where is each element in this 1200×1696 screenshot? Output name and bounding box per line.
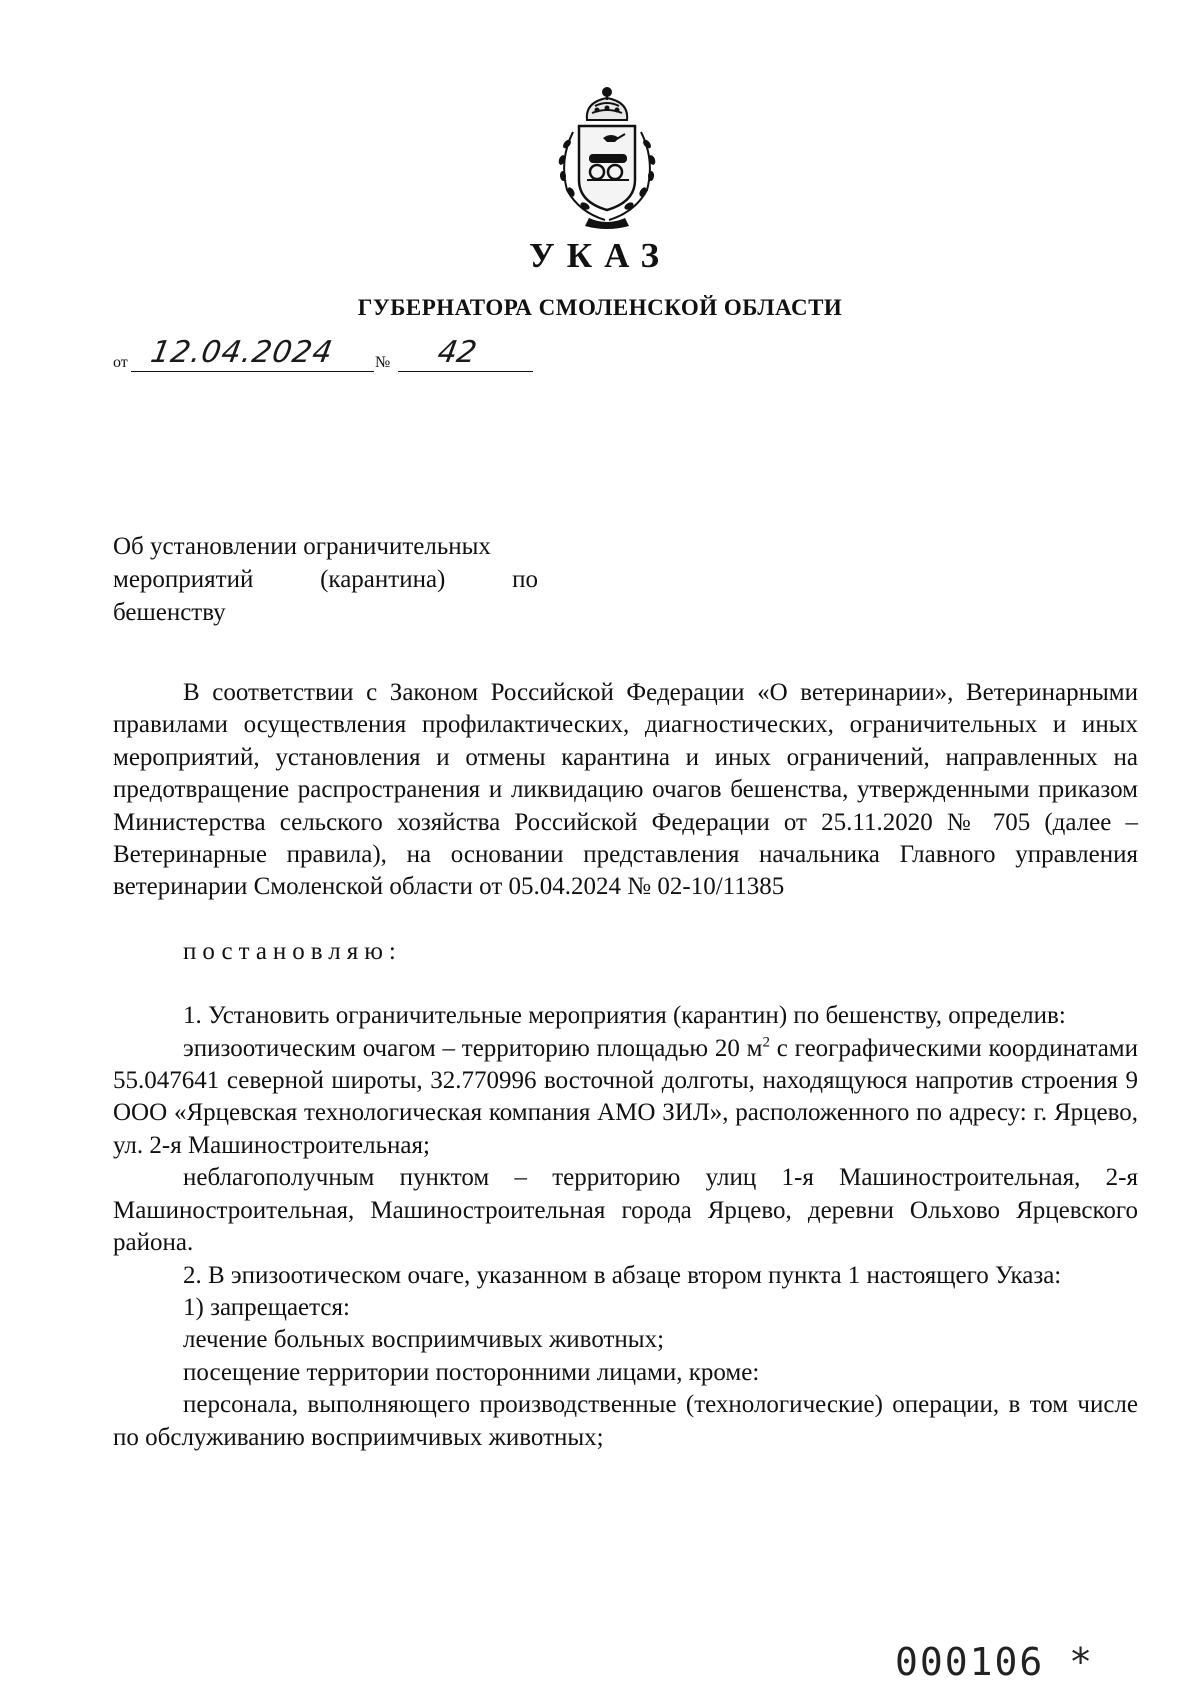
smolensk-coat-of-arms-icon: [545, 80, 670, 230]
subject-line: Об установлении ограничительных: [113, 533, 491, 560]
item-2-1-a-paragraph: лечение больных восприимчивых животных;: [183, 1326, 665, 1354]
handwritten-date: 12.04.2024: [147, 335, 336, 370]
item-2-paragraph: 2. В эпизоотическом очаге, указанном в абзаце втором пункта 1 настоящего Указа:: [183, 1261, 1062, 1289]
item-1-paragraph: 1. Установить ограничительные мероприятия (карантин) по бешенству, определив:: [183, 1002, 1066, 1030]
decree-word: постановляю:: [183, 937, 402, 965]
document-subject: [113, 530, 538, 629]
number-label: №: [375, 354, 391, 371]
item-1-unfavorable-point: неблагополучным пунктом – территорию улиц 1-я Машиностроительная, 2-я Машиностроительная, Машиностроительная города Ярцево, деревни Ольхово Ярцевского района.: [113, 1164, 1138, 1257]
document-subtitle: ГУБЕРНАТОРА СМОЛЕНСКОЙ ОБЛАСТИ: [357, 295, 843, 320]
preamble-paragraph: В соответствии с Законом Российской Федерации «О ветеринарии», Ветеринарными правилами осуществления профилактических, диагностических, ограничительных и иных мероприятий, установления и отмены карантина и иных ограничений, направленных на предотвращение распространения и ликвидацию очагов бешенства, утвержденными приказом Министерства сельского хозяйства Российской Федерации от 25.11.2020 № 705 (далее – Ветеринарные правила), на основании представления начальника Главного управления ветеринарии Смоленской области от 05.04.2024 № 02-10/11385: [113, 679, 1138, 901]
handwritten-number: 42: [434, 335, 480, 370]
item-1-episootic-focus: эпизоотическим очагом – территорию площадью 20 $м^2$ с географическими координатами 55.047641 северной широты, 32.770996 восточной долготы, находящуюся напротив строения 9 ООО «Ярцевская технологическая компания АМО ЗИЛ», расположенного по адресу: г. Ярцево, ул. 2-я Машиностроительная;: [113, 1034, 1139, 1159]
subject-line: мероприятий (карантина) по: [113, 566, 538, 593]
item-2-1-c-paragraph: персонала, выполняющего производственные (технологические) операции, в том числе по обслуживанию восприимчивых животных;: [113, 1391, 1138, 1451]
document-body: [113, 677, 1138, 1454]
subject-line: бешенству: [113, 599, 226, 626]
document-title: УКАЗ: [529, 236, 671, 275]
date-number-line: [113, 335, 533, 376]
page-serial-number: 000106 *: [895, 1640, 1095, 1684]
item-2-1-paragraph: 1) запрещается:: [183, 1293, 350, 1321]
date-label: от: [113, 354, 128, 371]
item-2-1-b-paragraph: посещение территории посторонними лицами, кроме:: [183, 1358, 760, 1386]
